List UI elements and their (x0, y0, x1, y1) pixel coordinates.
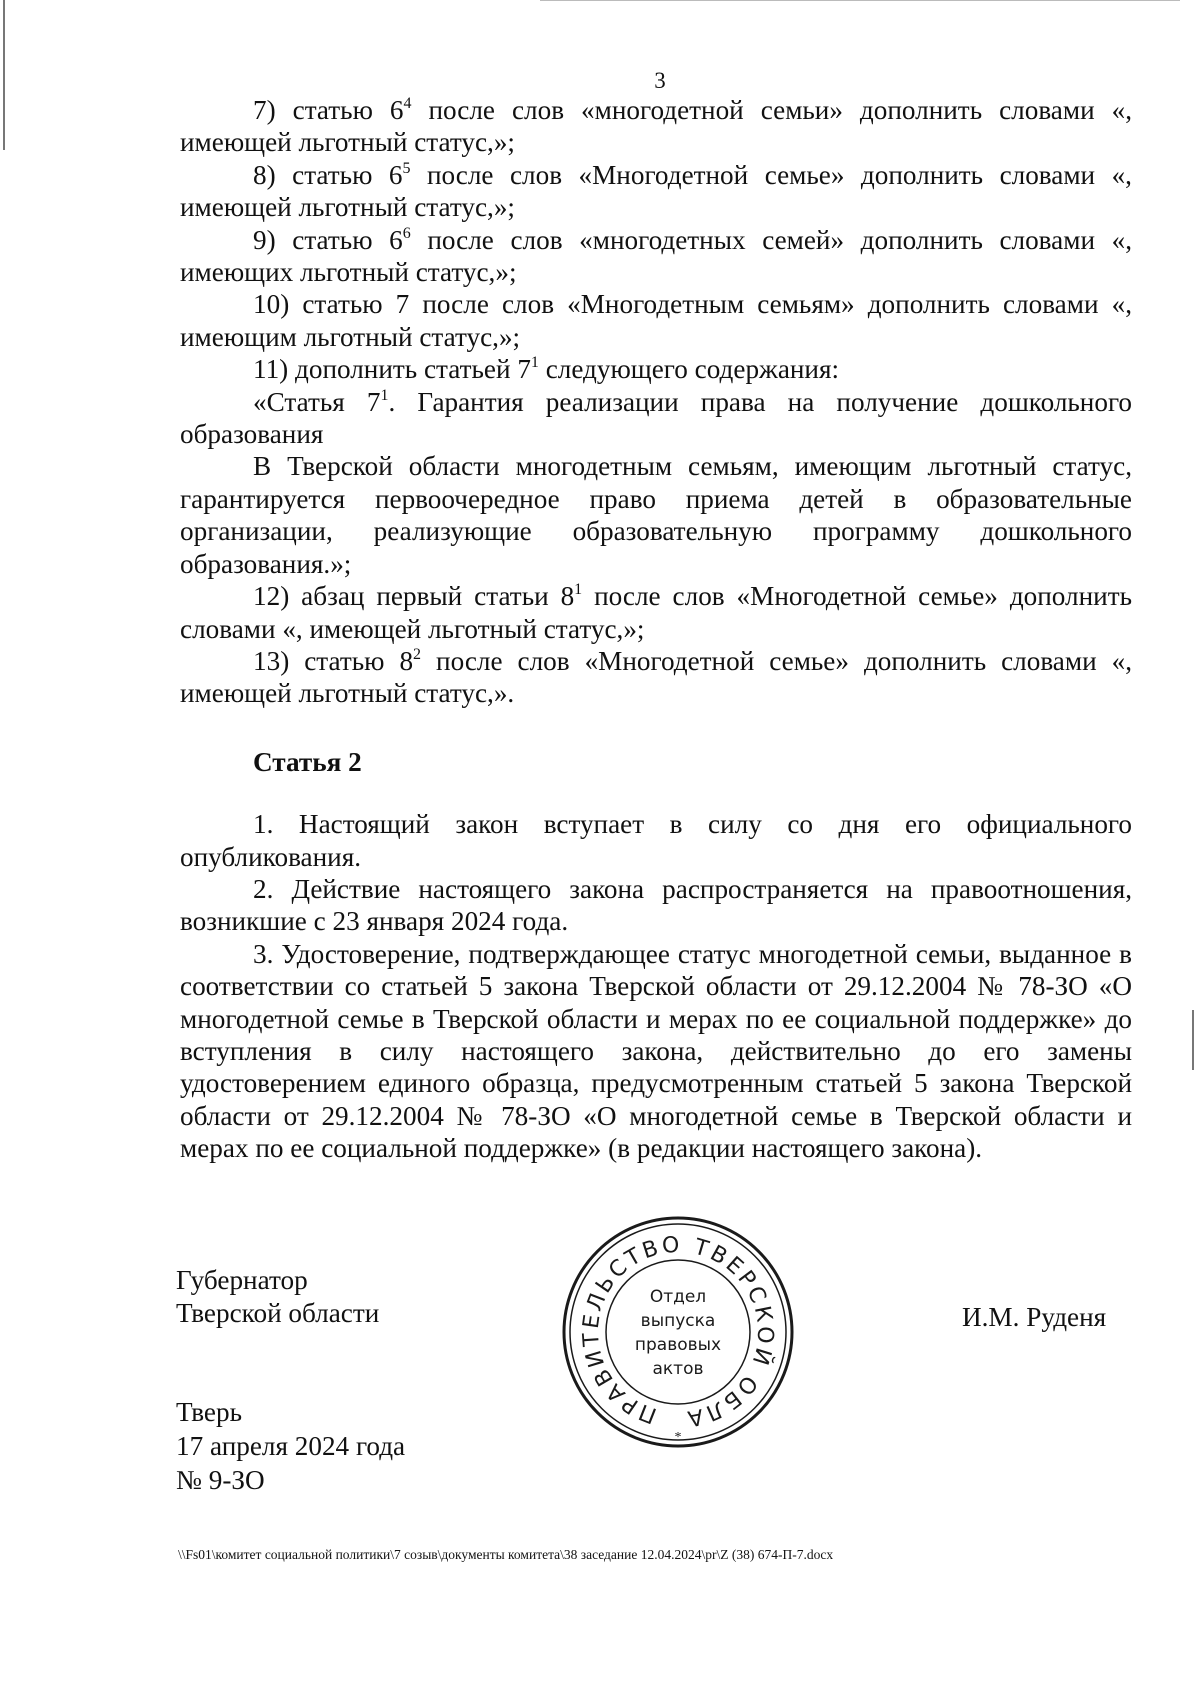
date: 17 апреля 2024 года (176, 1431, 406, 1461)
position-line: Губернатор (176, 1265, 308, 1295)
position-line: Тверской области (176, 1298, 380, 1328)
stamp-center-line: Отдел (649, 1287, 707, 1307)
article-item: 1. Настоящий закон вступает в силу со дня его официального опубликования. (180, 809, 1132, 872)
article-heading: Статья 2 (253, 746, 362, 777)
amendment-paragraph: 10) статью 7 после слов «Многодетным семьям» дополнить словами «, имеющим льготный статус,»; (180, 289, 1132, 352)
document-body (180, 94, 1132, 1165)
stamp-ring-text: ПРАВИТЕЛЬСТВО ТВЕРСКОЙ ОБЛА (578, 1232, 778, 1431)
amendment-paragraph: 9) статью $6^6$ после слов «многодетных семей» дополнить словами «, имеющих льготный статус,»; (180, 224, 1132, 288)
city: Тверь (176, 1397, 242, 1427)
svg-text:*: * (674, 1430, 682, 1445)
article-item: 3. Удостоверение, подтверждающее статус многодетной семьи, выданное в соответствии со статьей 5 закона Тверской области от 29.12.2004 № 78-ЗО «О многодетной семье в Тверской области и мерах по ее социальной поддержке» до вступления в силу настоящего закона, действительно до его замены удостоверением единого образца, предусмотренным статьей 5 закона Тверской области от 29.12.2004 № 78-ЗО «О многодетной семье в Тверской области и мерах по ее социальной поддержке» (в редакции настоящего закона). (180, 938, 1132, 1164)
signatory-position (176, 1264, 379, 1330)
amendment-paragraph: 12) абзац первый статьи $8^1$ после слов «Многодетной семье» дополнить словами «, имеющей льготный статус,»; (180, 581, 1132, 644)
amendment-paragraph: 7) статью $6^4$ после слов «многодетной семьи» дополнить словами «, имеющей льготный статус,»; (180, 95, 1132, 158)
amendment-paragraph: 11) дополнить статьей $7^1$ следующего содержания: (253, 354, 840, 385)
stamp-center-line: правовых (634, 1335, 722, 1355)
new-article-text: В Тверской области многодетным семьям, имеющим льготный статус, гарантируется первоочередное право приема детей в образовательные организации, реализующие образовательную программу дошкольного образования.»; (180, 451, 1132, 579)
scan-margin-line (1192, 1010, 1194, 1070)
article-item: 2. Действие настоящего закона распространяется на правоотношения, возникшие с 23 января 2024 года. (180, 873, 1132, 937)
signatory-name: И.М. Руденя (962, 1302, 1107, 1332)
file-path-footer: \\Fs01\комитет социальной политики\7 созыв\документы комитета\38 заседание 12.04.2024\pr\Z (38) 674-П-7.docx (178, 1547, 834, 1562)
place-and-date (176, 1395, 405, 1497)
stamp-center-line: выпуска (640, 1311, 716, 1331)
amendment-paragraph: 8) статью $6^5$ после слов «Многодетной семье» дополнить словами «, имеющей льготный статус,»; (180, 159, 1132, 223)
page-number: 3 (654, 68, 666, 93)
amendment-paragraph: 13) статью $8^2$ после слов «Многодетной семье» дополнить словами «, имеющей льготный статус,». (180, 645, 1132, 709)
scan-top-line (540, 0, 1180, 1)
law-number: № 9-ЗО (176, 1465, 265, 1495)
official-stamp (558, 1212, 798, 1452)
stamp-center-line: актов (652, 1359, 704, 1379)
new-article-title: «Статья $7^1$. Гарантия реализации права на получение дошкольного образования (180, 386, 1133, 450)
